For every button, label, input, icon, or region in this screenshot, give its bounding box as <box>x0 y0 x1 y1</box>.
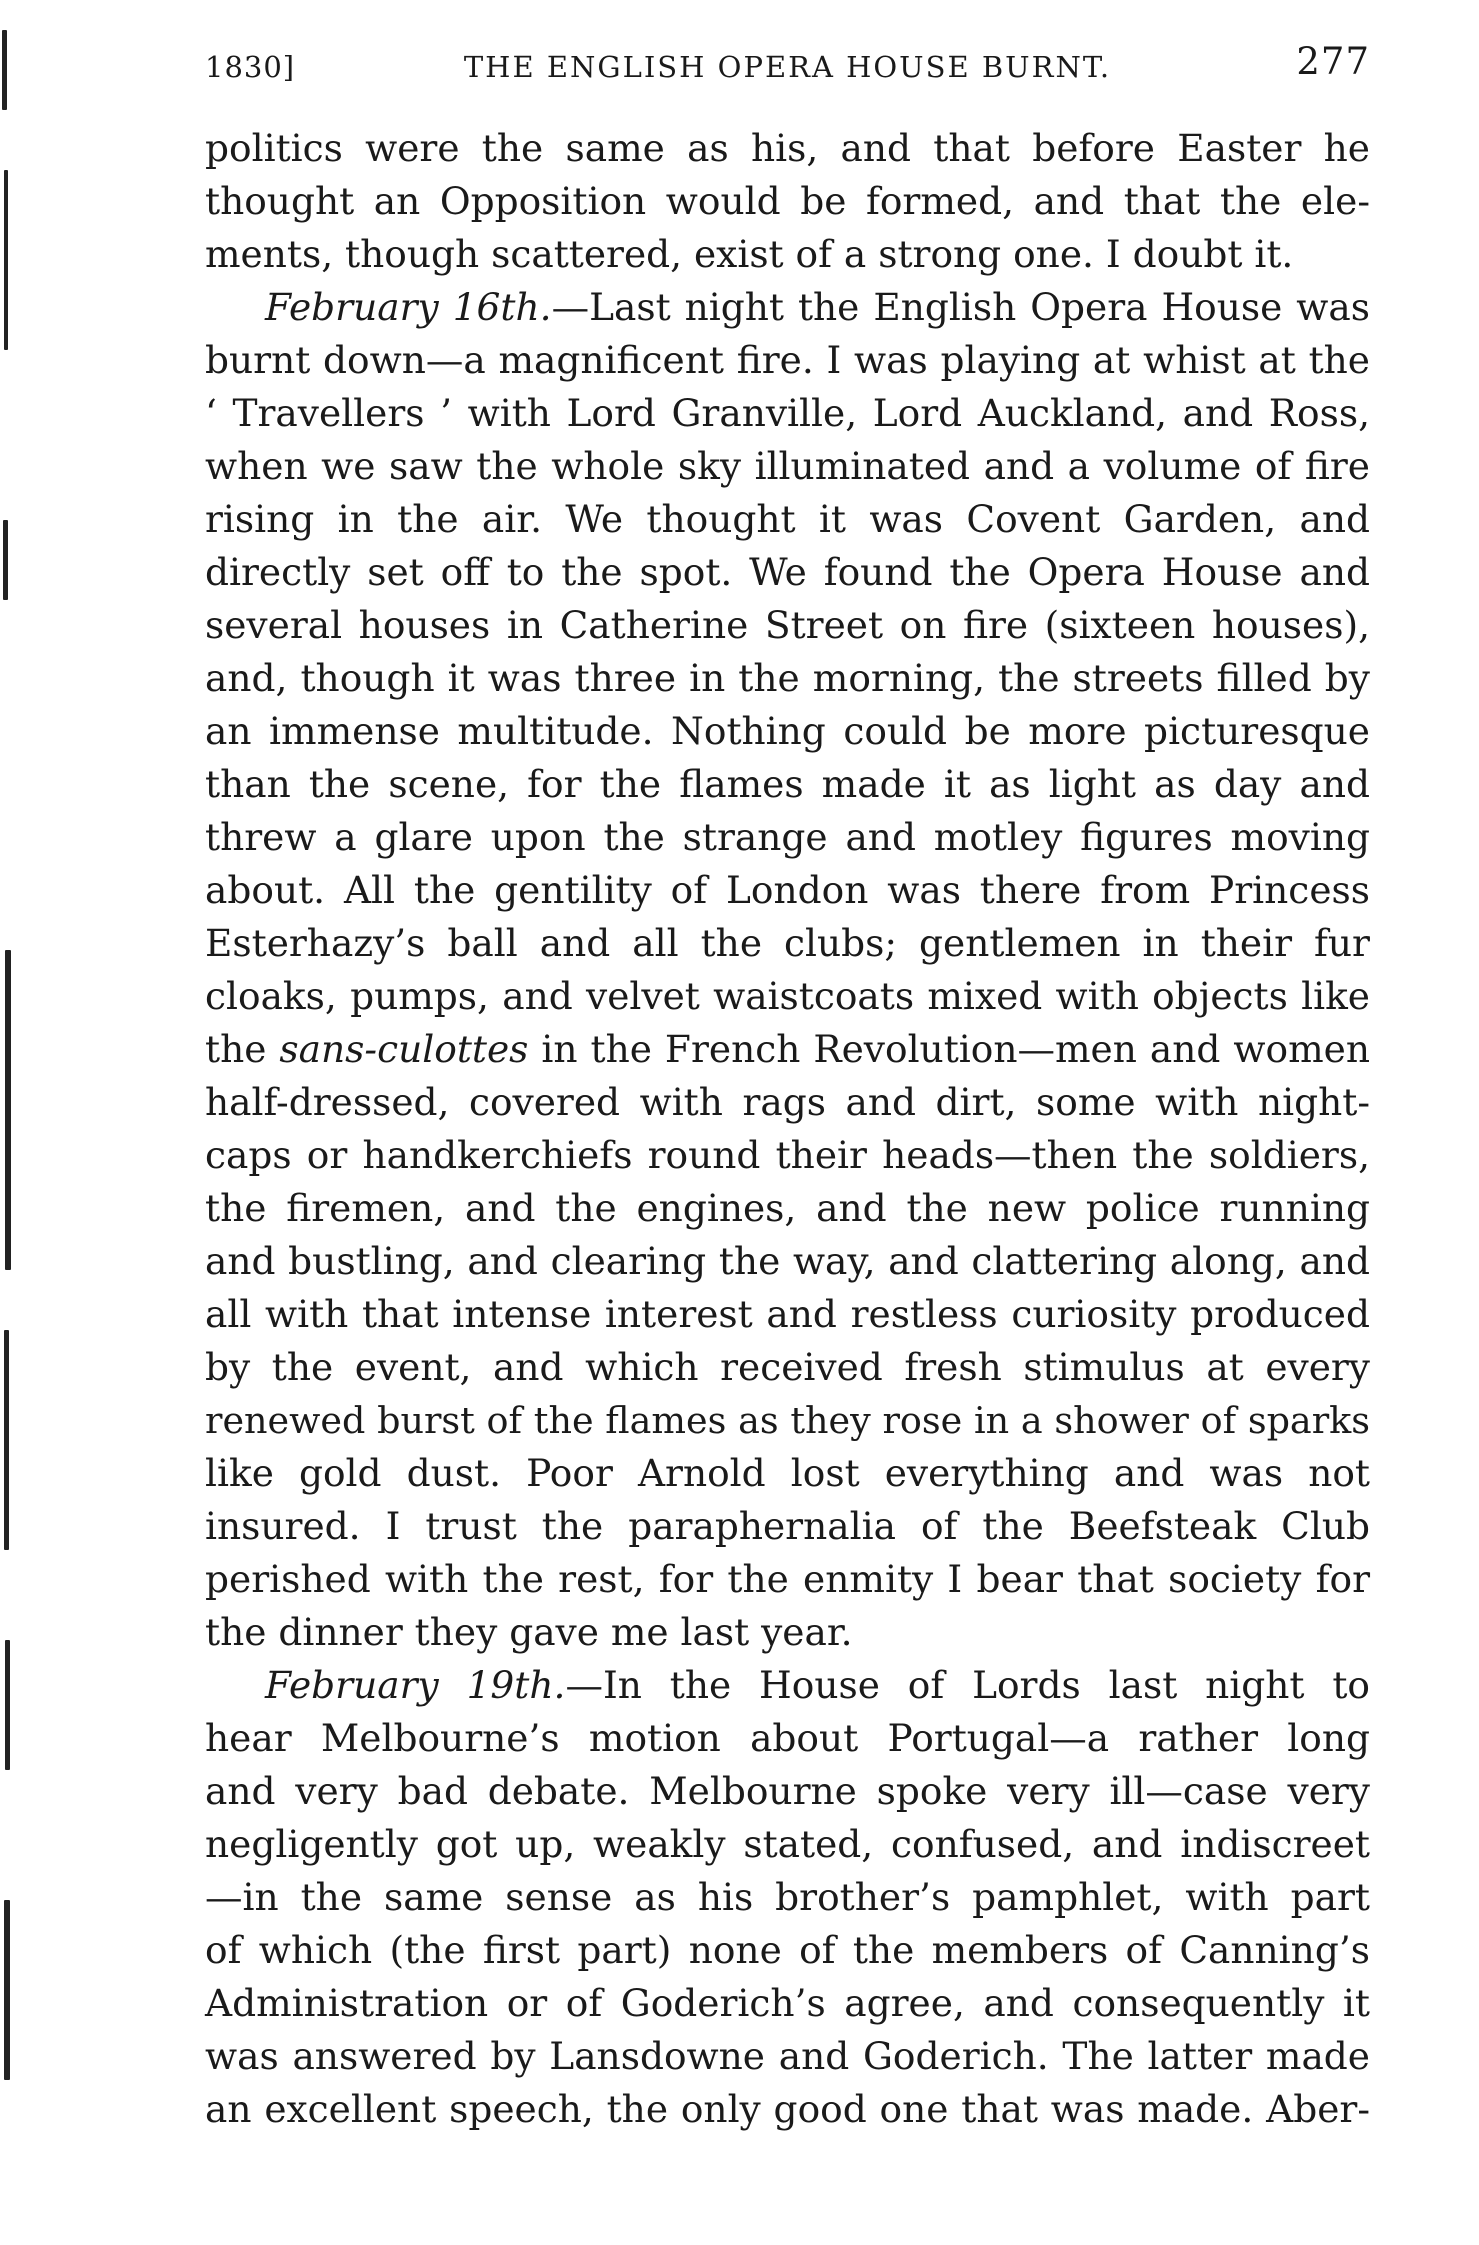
page-number: 277 <box>1296 40 1370 83</box>
text-line: hear Melbourne’s motion about Portugal—a rather long <box>205 1716 1370 1760</box>
text-line: an immense multitude. Nothing could be more picturesque <box>205 709 1370 753</box>
header-title: THE ENGLISH OPERA HOUSE BURNT. <box>463 50 1112 84</box>
text-line: about. All the gentility of London was there from Princess <box>205 868 1370 912</box>
text-line: by the event, and which received fresh stimulus at every <box>205 1345 1370 1389</box>
text-line: thought an Opposition would be formed, and that the ele- <box>205 179 1370 223</box>
text-line: Administration or of Goderich’s agree, and consequently it <box>205 1981 1370 2025</box>
text-line: cloaks, pumps, and velvet waistcoats mixed with objects like <box>205 974 1370 1018</box>
entry-heading-line <box>205 1659 1370 1712</box>
text-line: negligently got up, weakly stated, confused, and indiscreet <box>205 1822 1370 1866</box>
text-line: ‘ Travellers ’ with Lord Granville, Lord Auckland, and Ross, <box>205 391 1370 435</box>
text-line: an excellent speech, the only good one that was made. Aber- <box>205 2087 1370 2131</box>
text-line: Esterhazy’s ball and all the clubs; gentlemen in their fur <box>205 921 1370 965</box>
header-year: 1830] <box>205 50 296 84</box>
text-segment: the <box>205 1027 280 1071</box>
binding-mark <box>5 1640 10 1770</box>
text-line: caps or handkerchiefs round their heads—then the soldiers, <box>205 1133 1370 1177</box>
text-segment: in the French Revolution—men and women <box>528 1027 1370 1071</box>
binding-mark <box>4 1330 9 1550</box>
binding-mark <box>2 30 7 110</box>
page-gutter-shadow <box>0 0 18 2245</box>
entry-date: February 16th. <box>265 285 552 329</box>
text-line: the dinner they gave me last year. <box>205 1610 853 1654</box>
text-line: when we saw the whole sky illuminated and a volume of fire <box>205 444 1370 488</box>
entry-heading-line <box>205 281 1370 334</box>
text-line: all with that intense interest and restless curiosity produced <box>205 1292 1370 1336</box>
text-line: ments, though scattered, exist of a strong one. I doubt it. <box>205 232 1294 276</box>
text-line: rising in the air. We thought it was Covent Garden, and <box>205 497 1370 541</box>
text-line: of which (the first part) none of the members of Canning’s <box>205 1928 1370 1972</box>
text-line: was answered by Lansdowne and Goderich. The latter made <box>205 2034 1370 2078</box>
entry-date: February 19th. <box>265 1663 566 1707</box>
text-line: —in the same sense as his brother’s pamphlet, with part <box>205 1875 1370 1919</box>
text-line <box>205 1023 1370 1076</box>
binding-mark <box>5 950 11 1270</box>
text-line: like gold dust. Poor Arnold lost everything and was not <box>205 1451 1370 1495</box>
text-line: directly set off to the spot. We found the Opera House and <box>205 550 1370 594</box>
text-line: and bustling, and clearing the way, and clattering along, and <box>205 1239 1370 1283</box>
binding-mark <box>4 170 8 350</box>
text-line: and, though it was three in the morning, the streets filled by <box>205 656 1370 700</box>
text-line: half-dressed, covered with rags and dirt, some with night- <box>205 1080 1370 1124</box>
text-line: the firemen, and the engines, and the new police running <box>205 1186 1370 1230</box>
text-line: perished with the rest, for the enmity I bear that society for <box>205 1557 1370 1601</box>
text-line: and very bad debate. Melbourne spoke very ill—case very <box>205 1769 1370 1813</box>
binding-mark <box>4 1900 10 2080</box>
text-line: insured. I trust the paraphernalia of the Beefsteak Club <box>205 1504 1370 1548</box>
running-head <box>205 40 1370 96</box>
text-line: than the scene, for the flames made it as light as day and <box>205 762 1370 806</box>
text-line: burnt down—a magnificent fire. I was playing at whist at the <box>205 338 1370 382</box>
text-line: several houses in Catherine Street on fire (sixteen houses), <box>205 603 1370 647</box>
text-line: threw a glare upon the strange and motley figures moving <box>205 815 1370 859</box>
text-line: politics were the same as his, and that before Easter he <box>205 126 1370 170</box>
entry-text: —Last night the English Opera House was <box>551 285 1370 329</box>
italic-term: sans-culottes <box>279 1027 529 1071</box>
entry-text: —In the House of Lords last night to <box>565 1663 1370 1707</box>
text-line: renewed burst of the flames as they rose in a shower of sparks <box>205 1399 1370 1442</box>
binding-mark <box>3 520 8 600</box>
